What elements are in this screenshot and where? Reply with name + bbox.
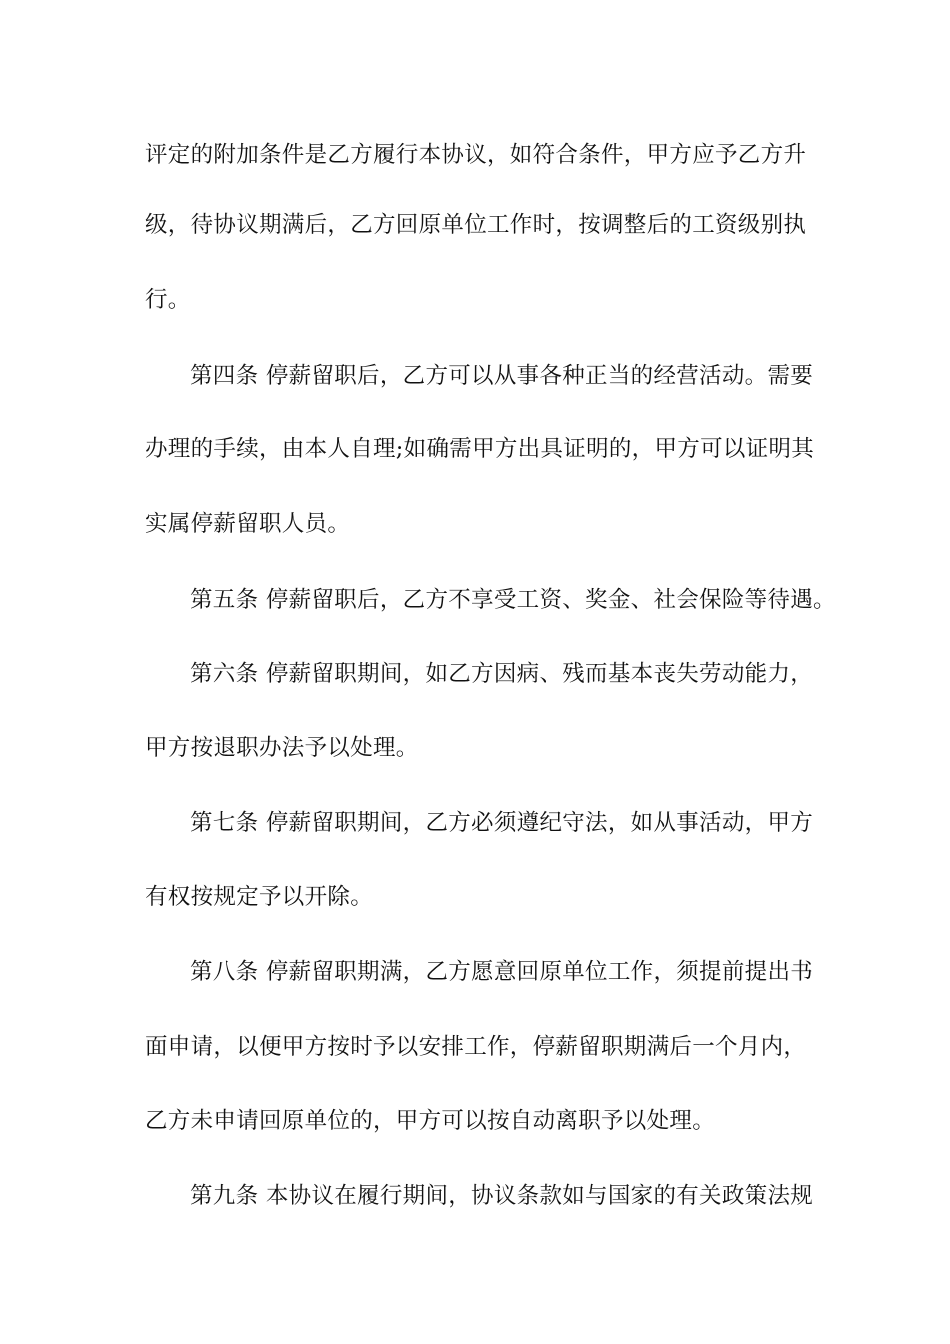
text-line: 实属停薪留职人员。: [145, 511, 351, 537]
article-5-line: 第五条 停薪留职后，乙方不享受工资、奖金、社会保险等待遇。: [190, 587, 836, 613]
text-line: 乙方未申请回原单位的，甲方可以按自动离职予以处理。: [145, 1108, 716, 1134]
text-line: 面申请，以便甲方按时予以安排工作，停薪留职期满后一个月内，: [145, 1034, 807, 1060]
text-line: 甲方按退职办法予以处理。: [145, 735, 419, 761]
text-line: 有权按规定予以开除。: [145, 884, 374, 910]
text-line: 评定的附加条件是乙方履行本协议，如符合条件，甲方应予乙方升: [145, 142, 807, 168]
article-8-line: 第八条 停薪留职期满，乙方愿意回原单位工作，须提前提出书: [190, 959, 814, 985]
article-7-line: 第七条 停薪留职期间，乙方必须遵纪守法，如从事活动，甲方: [190, 810, 814, 836]
article-6-line: 第六条 停薪留职期间，如乙方因病、残而基本丧失劳动能力，: [190, 661, 814, 687]
text-line: 行。: [145, 287, 191, 313]
text-line: 办理的手续，由本人自理;如确需甲方出具证明的，甲方可以证明其: [145, 436, 815, 462]
article-4-line: 第四条 停薪留职后，乙方可以从事各种正当的经营活动。需要: [190, 363, 814, 389]
text-line: 级，待协议期满后，乙方回原单位工作时，按调整后的工资级别执: [145, 212, 807, 238]
article-9-line: 第九条 本协议在履行期间，协议条款如与国家的有关政策法规: [190, 1183, 814, 1209]
